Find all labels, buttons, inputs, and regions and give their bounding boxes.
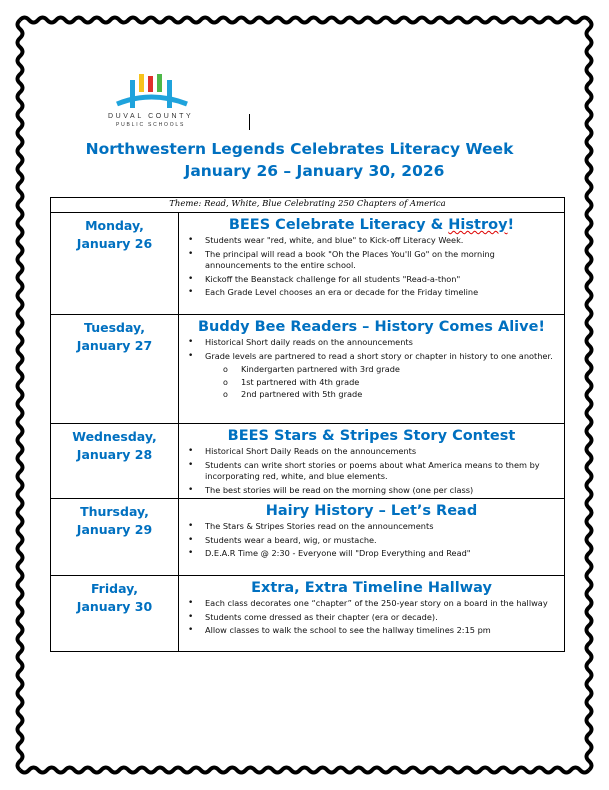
table-row [51,315,565,424]
list-item: • Students wear a beard, wig, or mustache. [205,535,558,547]
day-date: January 29 [76,522,153,537]
heading-part: BEES Celebrate Literacy & [228,217,449,233]
day-date: January 26 [76,236,153,251]
day-cell [51,499,179,576]
sub-list-item: o Kindergarten partnered with 3rd grade [241,364,558,376]
activity-heading [185,215,558,235]
logo-line2: PUBLIC SCHOOLS [116,122,186,128]
day-name: Monday, [85,218,144,233]
day-cell [51,424,179,499]
list-item: • Kickoff the Beanstack challenge for all students "Read-a-thon" [205,274,558,286]
heading-part: ! [507,217,515,233]
logo-line1: DUVAL COUNTY [108,113,194,120]
day-name: Thursday, [80,504,149,519]
day-cell [51,315,179,424]
day-date: January 30 [76,599,153,614]
day-date: January 27 [76,338,153,353]
activity-heading: Extra, Extra Timeline Hallway [251,580,492,596]
page-title: Northwestern Legends Celebrates Literacy Week [85,140,514,158]
activity-cell [179,213,565,315]
day-cell [51,213,179,315]
table-row [51,213,565,315]
list-item: • Students wear "red, white, and blue" to Kick-off Literacy Week. [205,235,558,247]
activity-cell [179,499,565,576]
sub-list-item: o 1st partnered with 4th grade [241,377,558,389]
list-item: • The best stories will be read on the morning show (one per class) [205,485,558,497]
day-cell [51,576,179,652]
border-segment [586,20,591,770]
misspelled-word: Histroy [448,217,508,233]
list-item: • Each Grade Level chooses an era or decade for the Friday timeline [205,287,558,299]
schedule-table [50,197,565,652]
list-item: • Allow classes to walk the school to see the hallway timelines 2:15 pm [205,625,558,637]
sub-list-item: o 2nd partnered with 5th grade [241,389,558,401]
activity-cell [179,424,565,499]
activity-cell [179,315,565,424]
table-row [51,576,565,652]
list-item: • Students can write short stories or poems about what America means to them by incorporating red, white, and blue elements. [205,460,558,483]
list-item: • Historical Short Daily Reads on the announcements [205,446,558,458]
activity-heading: Buddy Bee Readers – History Comes Alive! [197,319,546,335]
date-range: January 26 – January 30, 2026 [184,162,445,180]
day-date: January 28 [76,447,153,462]
list-item: • D.E.A.R Time @ 2:30 - Everyone will "Drop Everything and Read" [205,548,558,560]
day-name: Tuesday, [84,320,145,335]
list-item: • Grade levels are partnered to read a short story or chapter in history to one another. [205,351,558,363]
day-name: Wednesday, [72,429,157,444]
border-segment [17,20,22,770]
list-item: • Students come dressed as their chapter (era or decade). [205,612,558,624]
theme-row: Theme: Read, White, Blue Celebrating 250 Chapters of America [51,198,565,213]
list-item: • The principal will read a book "Oh the Places You'll Go" on the morning announcements to the entire school. [205,249,558,272]
text-cursor [249,114,250,130]
border-segment [20,767,589,772]
border-segment [20,17,589,22]
activity-heading: BEES Stars & Stripes Story Contest [227,428,516,444]
activity-cell [179,576,565,652]
table-row [51,424,565,499]
day-name: Friday, [90,581,139,596]
list-item: • Historical Short daily reads on the announcements [205,337,558,349]
table-row [51,499,565,576]
activity-heading: Hairy History – Let’s Read [265,503,478,519]
list-item: • The Stars & Stripes Stories read on the announcements [205,521,558,533]
list-item: • Each class decorates one “chapter” of the 250-year story on a board in the hallway [205,598,558,610]
